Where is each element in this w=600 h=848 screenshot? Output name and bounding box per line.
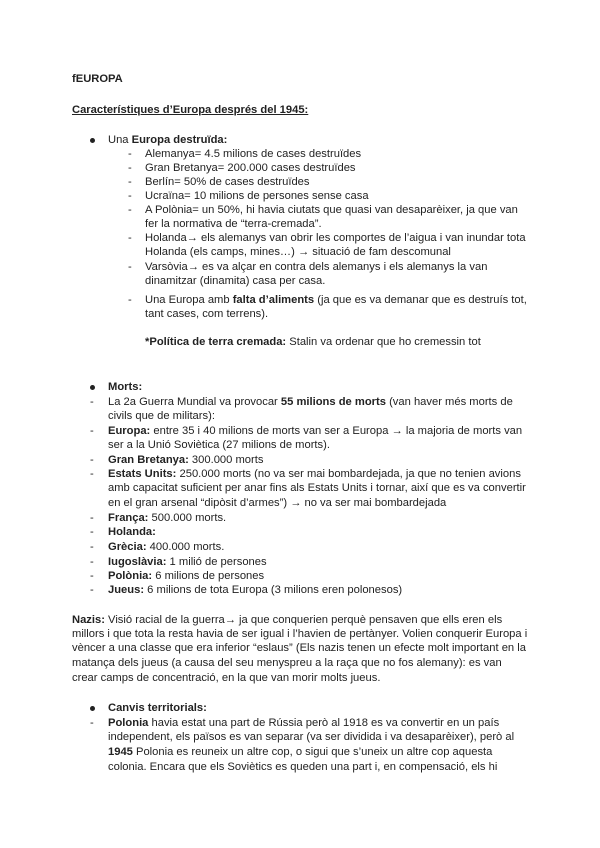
dash-icon: - (90, 425, 94, 437)
text-strong: Iugoslàvia: (108, 556, 167, 568)
list-item (108, 555, 267, 569)
list-item (108, 716, 499, 730)
text: (ja que es va demanar que es destruís tot, (314, 294, 527, 306)
bullet-canvis-territorials: Canvis territorials: (108, 702, 207, 714)
list-item-cont: dinamitzar (dinamita) casa per casa. (145, 275, 326, 287)
list-item-cont: en el gran arsenal “dipòsit d’armes”) → no va ser mai bombardejada (108, 497, 447, 509)
text-strong: Grècia: (108, 541, 147, 553)
dash-icon: - (90, 556, 94, 568)
dash-icon: - (90, 396, 94, 408)
text: 6 milions de tota Europa (3 milions eren polonesos) (144, 584, 403, 596)
list-item-cont: amb capacitat suficient per anar fins als Estats Units i tornar, així que es va convertir (108, 482, 526, 494)
note (145, 335, 481, 349)
text: Visió racial de la guerra→ ja que conquerien perquè pensaven que ells eren els (104, 614, 503, 626)
list-item (108, 569, 264, 583)
bullet-strong: Europa destruïda: (131, 134, 228, 146)
list-item: Ucraïna= 10 milions de persones sense casa (145, 190, 369, 202)
dash-icon: - (128, 232, 132, 244)
list-item: Holanda: (108, 526, 156, 538)
text: La 2a Guerra Mundial va provocar (108, 396, 281, 408)
text: Una Europa amb (145, 294, 233, 306)
dash-icon: - (128, 162, 132, 174)
text: entre 35 i 40 milions de morts van ser a Europa → la majoria de morts van (150, 425, 523, 437)
text: 300.000 morts (188, 454, 264, 466)
text: 250.000 morts (no va ser mai bombardejada, ja que no tenien avions (176, 468, 521, 480)
dash-icon: - (128, 190, 132, 202)
dash-icon: - (128, 148, 132, 160)
dash-icon: - (90, 512, 94, 524)
dash-icon: - (128, 294, 132, 306)
paragraph-line: matança dels jueus (a causa del seu menyspreu a la raça que no fos alemany): es van (72, 657, 502, 669)
bullet-icon (90, 138, 95, 143)
section-heading: Característiques d’Europa després del 1945: (72, 104, 309, 116)
bullet-icon (90, 706, 95, 711)
list-item-cont: Holanda (els camps, mines…) → situació de fam descomunal (145, 246, 451, 258)
text-strong: Gran Bretanya: (108, 454, 189, 466)
paragraph-line: millors i que tota la resta havia de ser igual i l’havien de pertànyer. Volien conquerir Europa i (72, 628, 528, 640)
text-strong: Nazis: (72, 614, 105, 626)
dash-icon: - (128, 261, 132, 273)
list-item (108, 453, 263, 467)
paragraph-line (72, 613, 502, 627)
list-item-cont: ser a la Unió Soviètica (27 milions de morts). (108, 439, 330, 451)
dash-icon: - (90, 454, 94, 466)
list-item: Alemanya= 4.5 milions de cases destruïdes (145, 148, 362, 160)
list-item (108, 583, 402, 597)
text: 400.000 morts. (146, 541, 225, 553)
list-item: Berlín= 50% de cases destruïdes (145, 176, 310, 188)
list-item (145, 293, 527, 307)
dash-icon: - (128, 204, 132, 216)
dash-icon: - (90, 570, 94, 582)
text-strong: 1945 (108, 746, 133, 758)
list-item: Gran Bretanya= 200.000 cases destruïdes (145, 162, 356, 174)
text: Polonia es reuneix un altre cop, o sigui que s’uneix un altre cop aquesta (132, 746, 493, 758)
dash-icon: - (90, 584, 94, 596)
text-strong: Estats Units: (108, 468, 177, 480)
list-item-cont: civils que de militars): (108, 410, 215, 422)
text-strong: França: (108, 512, 149, 524)
list-item-cont: fer la normativa de “terra-cremada”. (145, 218, 322, 230)
note-text: Stalin va ordenar que ho cremessin tot (286, 336, 481, 348)
dash-icon: - (128, 176, 132, 188)
paragraph-line: crear camps de concentració, en la que van morir molts jueus. (72, 672, 381, 684)
bullet-europa-destruida (108, 133, 227, 147)
document-title: fEUROPA (72, 73, 123, 85)
dash-icon: - (90, 468, 94, 480)
text: 1 milió de persones (166, 556, 267, 568)
text-strong: 55 milions de morts (280, 396, 386, 408)
bullet-prefix: Una (108, 134, 132, 146)
bullet-icon (90, 385, 95, 390)
list-item (108, 511, 226, 525)
text: (van haver més morts de (385, 396, 513, 408)
list-item-cont (108, 745, 492, 759)
list-item-cont: colonia. Encara que els Soviètics es queden una part i, en compensació, els hi (108, 761, 498, 773)
text-strong: Europa: (108, 425, 151, 437)
list-item: Varsòvia→ es va alçar en contra dels alemanys i els alemanys la van (145, 261, 488, 273)
list-item-cont: tant cases, com terrens). (145, 308, 269, 320)
text-strong: Polonia (108, 717, 149, 729)
dash-icon: - (90, 717, 94, 729)
text: havia estat una part de Rússia però al 1918 es va convertir en un país (148, 717, 500, 729)
dash-icon: - (90, 541, 94, 553)
text-strong: Polònia: (108, 570, 153, 582)
paragraph-line: vèncer a una classe que era inferior “eslaus” (Els nazis tenen un efecte molt important en la (72, 642, 526, 654)
bullet-morts: Morts: (108, 381, 143, 393)
note-strong: *Política de terra cremada: (145, 336, 287, 348)
text: 500.000 morts. (148, 512, 227, 524)
list-item: Holanda→ els alemanys van obrir les comportes de l’aigua i van inundar tota (145, 232, 526, 244)
list-item: A Polònia= un 50%, hi havia ciutats que quasi van desaparèixer, ja que van (145, 204, 518, 216)
text-strong: falta d’aliments (232, 294, 315, 306)
list-item (108, 424, 522, 438)
list-item-cont: independent, els països es van separar (va ser dividida i va desaparèixer), però al (108, 731, 515, 743)
list-item (108, 540, 224, 554)
dash-icon: - (90, 526, 94, 538)
text-strong: Jueus: (108, 584, 145, 596)
text: 6 milions de persones (152, 570, 265, 582)
list-item (108, 467, 521, 481)
list-item (108, 395, 513, 409)
